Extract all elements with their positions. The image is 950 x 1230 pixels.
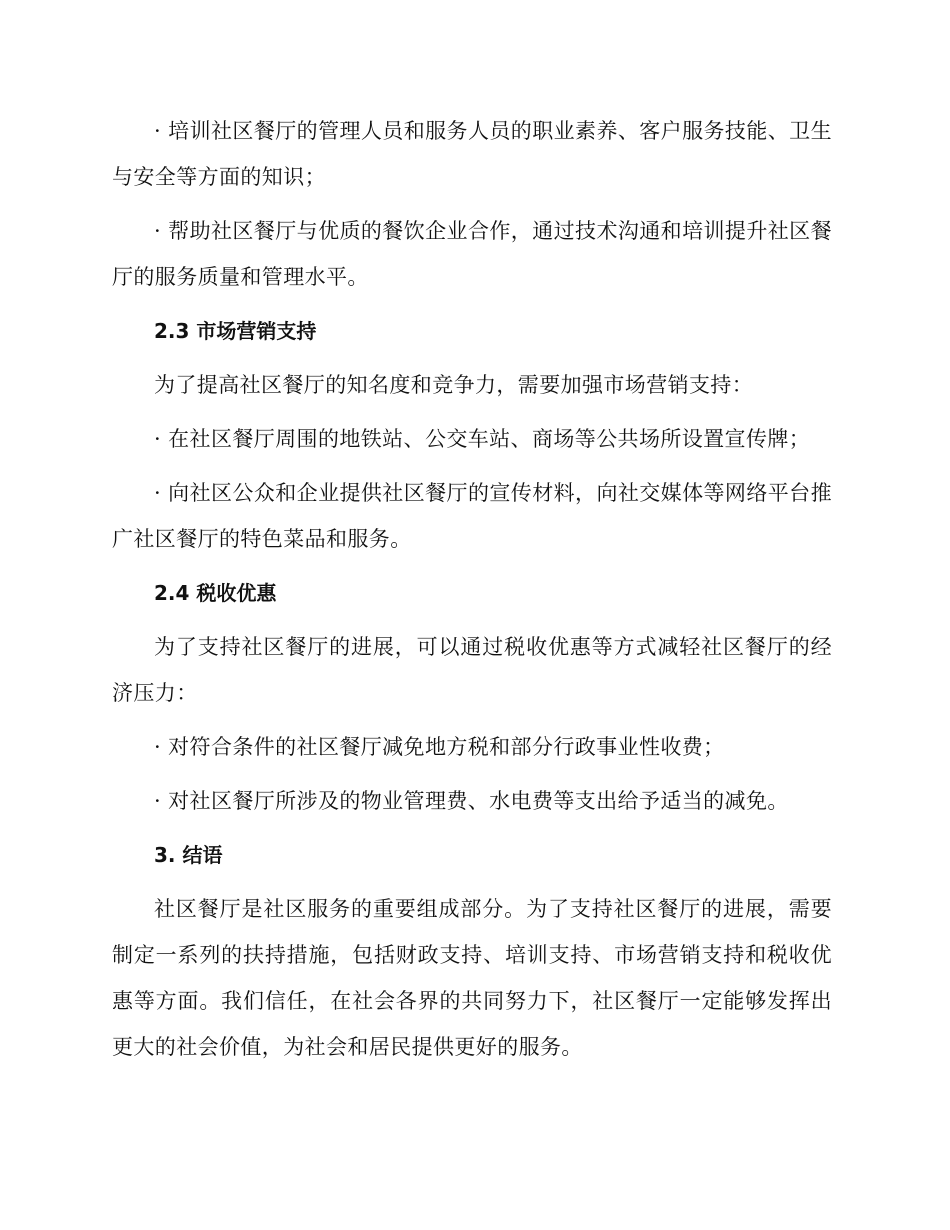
bullet-billboards: · 在社区餐厅周围的地铁站、公交车站、商场等公共场所设置宣传牌；: [154, 427, 811, 451]
paragraph-marketing-intro: 为了提高社区餐厅的知名度和竞争力，需要加强市场营销支持：: [154, 373, 754, 397]
bullet-training-staff: · 培训社区餐厅的管理人员和服务人员的职业素养、客户服务技能、卫生与安全等方面的知识；: [112, 119, 832, 189]
section-heading-2-3: 2.3 市场营销支持: [154, 319, 317, 343]
section-heading-2-4: 2.4 税收优惠: [154, 581, 277, 605]
paragraph-conclusion: 社区餐厅是社区服务的重要组成部分。为了支持社区餐厅的进展，需要制定一系列的扶持措施，包括财政支持、培训支持、市场营销支持和税收优惠等方面。我们信任，在社会各界的共同努力下，社区餐厅一定能够发挥出更大的社会价值，为社会和居民提供更好的服务。: [112, 897, 832, 1059]
paragraph-tax-intro: 为了支持社区餐厅的进展，可以通过税收优惠等方式减轻社区餐厅的经济压力：: [112, 635, 832, 705]
bullet-tax-reduction: · 对符合条件的社区餐厅减免地方税和部分行政事业性收费；: [154, 735, 725, 759]
bullet-fee-reduction: · 对社区餐厅所涉及的物业管理费、水电费等支出给予适当的减免。: [154, 789, 789, 813]
document-page: [112, 108, 832, 1078]
section-heading-3: 3. 结语: [154, 843, 223, 867]
bullet-enterprise-cooperation: · 帮助社区餐厅与优质的餐饮企业合作，通过技术沟通和培训提升社区餐厅的服务质量和管理水平。: [112, 219, 832, 289]
bullet-promotional-materials: · 向社区公众和企业提供社区餐厅的宣传材料，向社交媒体等网络平台推广社区餐厅的特色菜品和服务。: [112, 481, 832, 551]
